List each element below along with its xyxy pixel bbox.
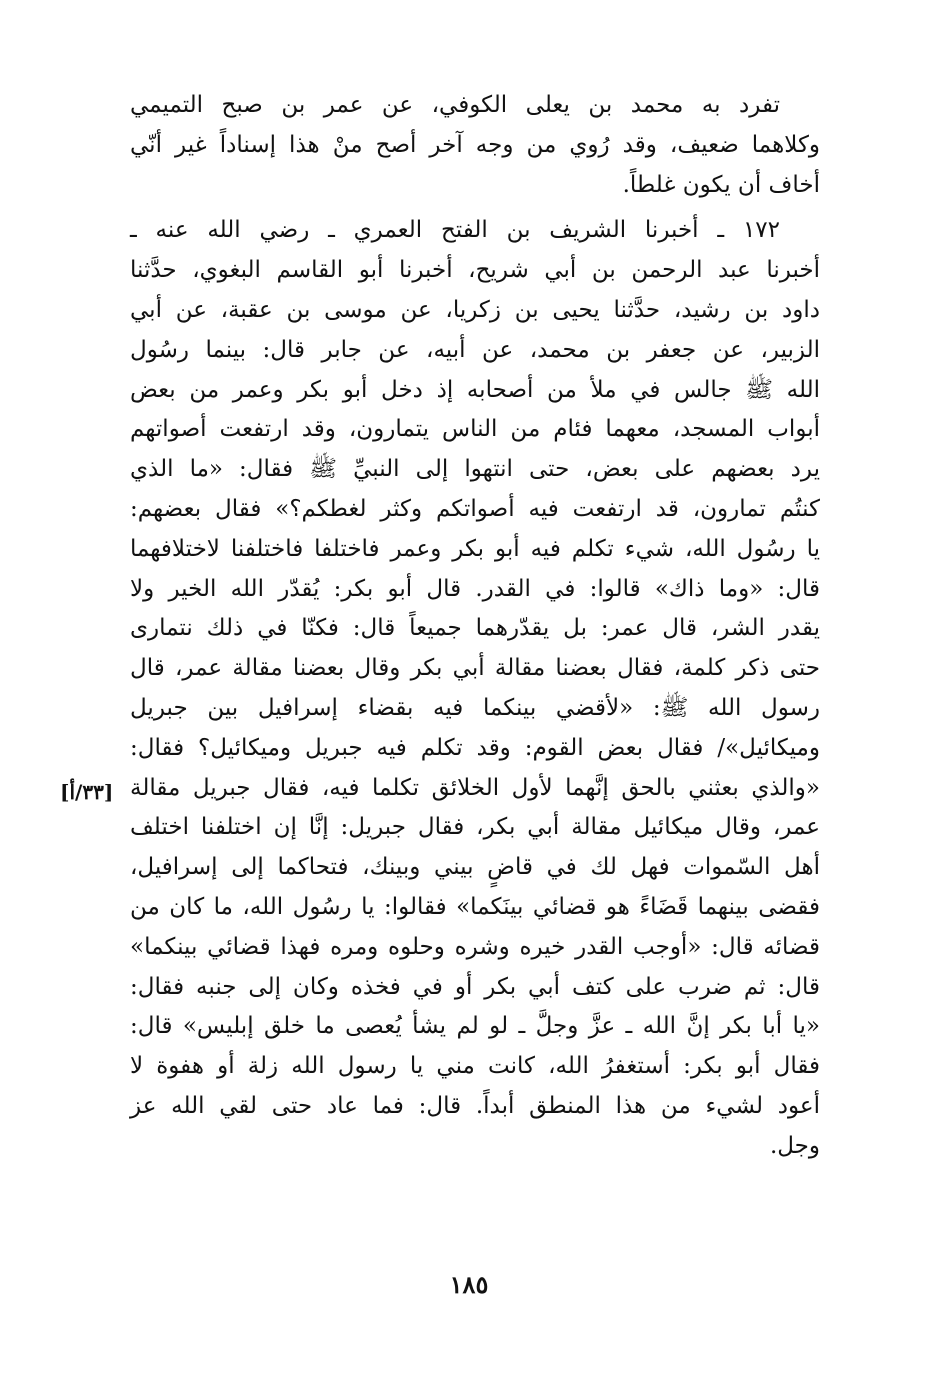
text-line: ١٧٢ ـ أخبرنا الشريف بن الفتح العمري ـ رضي الله عنه ـ [130, 217, 780, 244]
text-line: «والذي بعثني بالحق إنَّهما لأول الخلائق تكلما فيه، فقال جبريل مقالة [130, 774, 820, 801]
text-line: الله ﷺ جالس في ملأ من أصحابه إذ دخل أبو بكر وعمر من بعض [130, 376, 820, 403]
text-line: يا رسُول الله، شيء تكلم فيه أبو بكر وعمر فاختلفا فاختلفنا لاختلافهما [130, 535, 820, 562]
text-line: وميكائيل»/ فقال بعض القوم: وقد تكلم فيه جبريل وميكائيل؟ فقال: [130, 734, 820, 761]
manuscript-folio-reference: [٣٣/أ] [60, 780, 114, 804]
text-line: عمر، وقال ميكائيل مقالة أبي بكر، فقال جبريل: إنَّا إن اختلفنا اختلف [130, 814, 820, 841]
text-line: قضائه قال: «أوجب القدر خيره وشره وحلوه ومره فهذا قضائي بينكما» [130, 933, 820, 960]
text-line: قال: ثم ضرب على كتف أبي بكر أو في فخذه وكان إلى جنبه فقال: [130, 973, 820, 1000]
text-line: «يا أبا بكر إنَّ الله ـ عزَّ وجلَّ ـ لو لم يشأ يُعصى ما خلق إبليس» قال: [130, 1013, 820, 1040]
text-line: أبواب المسجد، معهما فئام من الناس يتمارون، وقد ارتفعت أصواتهم [130, 416, 820, 443]
text-line: يرد بعضهم على بعض، حتى انتهوا إلى النبيِّ ﷺ فقال: «ما الذي [130, 456, 820, 483]
text-line: حتى ذكر كلمة، فقال بعضنا مقالة أبي بكر وقال بعضنا مقالة عمر، قال [130, 655, 820, 682]
text-line: أخاف أن يكون غلطاً. [622, 171, 820, 198]
text-line: تفرد به محمد بن يعلى الكوفي، عن عمر بن صبح التميمي [130, 92, 780, 118]
page-number: ١٨٥ [449, 1270, 489, 1299]
text-line: رسول الله ﷺ: «لأقضي بينكما فيه بقضاء إسرافيل بين جبريل [130, 694, 820, 721]
text-line: أهل السّموات فهل لك في قاضٍ بيني وبينك، فتحاكما إلى إسرافيل، [130, 854, 820, 881]
text-line: فقضى بينهما قَضَاءً هو قضائي بينَكما» فقالوا: يا رسُول الله، ما كان من [130, 893, 820, 920]
paragraph-1 [130, 86, 820, 205]
text-line: وجل. [769, 1132, 820, 1159]
text-line: أعود لشيء من هذا المنطق أبداً. قال: فما عاد حتى لقي الله عز [130, 1092, 820, 1119]
body-text [130, 86, 820, 1167]
text-line: داود بن رشيد، حدَّثنا يحيى بن زكريا، عن موسى بن عقبة، عن أبي [130, 296, 820, 323]
text-line: وكلاهما ضعيف، وقد رُوي من وجه آخر أصح منْ هذا إسناداً غير أنّي [130, 131, 820, 158]
text-line: كنتُم تمارون، قد ارتفعت فيه أصواتكم وكثر لغطكم؟» فقال بعضهم: [130, 495, 820, 522]
text-line: الزبير، عن جعفر بن محمد، عن أبيه، عن جابر قال: بينما رسُول [130, 336, 820, 363]
text-line: أخبرنا عبد الرحمن بن أبي شريح، أخبرنا أبو القاسم البغوي، حدَّثنا [130, 257, 820, 284]
text-line: فقال أبو بكر: أستغفرُ الله، كانت مني يا رسول الله زلة أو هفوة لا [130, 1053, 820, 1080]
text-line: قال: «وما ذاك» قالوا: في القدر. قال أبو بكر: يُقدّر الله الخير ولا [130, 575, 820, 602]
paragraph-2-hadith-172 [130, 211, 820, 1166]
text-line: يقدر الشر، قال عمر: بل يقدّرهما جميعاً قال: فكنّا في ذلك نتمارى [130, 615, 820, 642]
